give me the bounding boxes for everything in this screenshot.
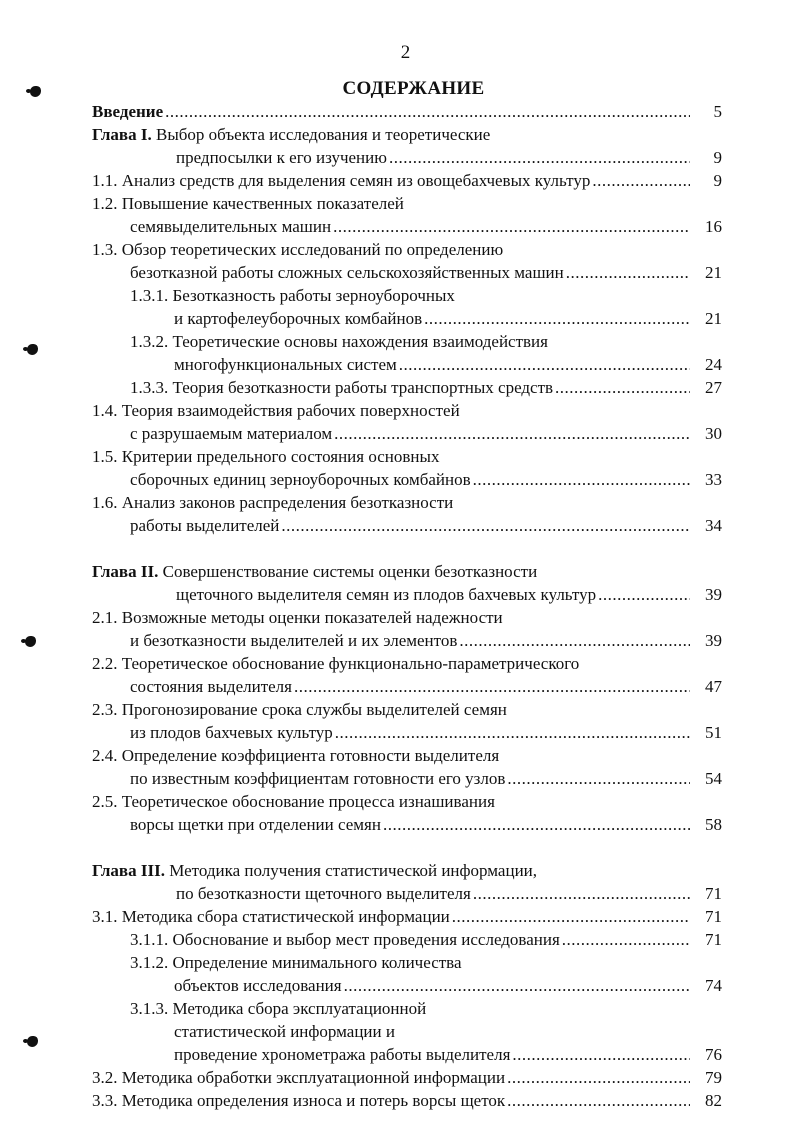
table-of-contents	[92, 100, 722, 1112]
dot-leader	[399, 353, 690, 376]
toc-entry-text: 1.4. Теория взаимодействия рабочих поверхностей	[92, 401, 460, 420]
toc-entry-continuation	[92, 767, 722, 790]
toc-entry-text: ворсы щетки при отделении семян	[130, 815, 381, 834]
toc-page-number: 16	[705, 217, 722, 236]
toc-entry-text: 2.1. Возможные методы оценки показателей надежности	[92, 608, 503, 627]
dot-leader	[473, 882, 690, 905]
toc-entry[interactable]	[92, 951, 722, 997]
toc-entry[interactable]	[92, 606, 722, 652]
toc-entry-continuation	[92, 307, 722, 330]
toc-entry-text: 3.2. Методика обработки эксплуатационной информации	[92, 1068, 506, 1087]
toc-entry-continuation	[92, 468, 722, 491]
dot-leader	[424, 307, 690, 330]
toc-entry[interactable]	[92, 790, 722, 836]
dot-leader	[507, 767, 690, 790]
toc-page-number: 39	[705, 631, 722, 650]
toc-entry-text: многофункциональных систем	[174, 355, 397, 374]
toc-entry-continuation	[92, 215, 722, 238]
dot-leader	[555, 376, 690, 399]
dot-leader	[566, 261, 690, 284]
toc-page-number: 39	[705, 585, 722, 604]
dot-leader	[281, 514, 690, 537]
toc-entry-title	[92, 1066, 722, 1089]
toc-entry-continuation	[92, 974, 722, 997]
toc-entry-title	[92, 652, 722, 675]
toc-entry[interactable]	[92, 928, 722, 951]
page-number: 2	[400, 42, 411, 63]
toc-entry-title	[92, 790, 722, 813]
dot-leader	[333, 215, 690, 238]
toc-page-number: 54	[705, 769, 722, 788]
toc-entry[interactable]	[92, 123, 722, 169]
binder-mark	[27, 1036, 38, 1047]
toc-entry-title	[92, 905, 722, 928]
toc-entry-text: 1.2. Повышение качественных показателей	[92, 194, 404, 213]
toc-page-number: 74	[705, 976, 722, 995]
toc-entry-continuation	[92, 629, 722, 652]
toc-entry-title	[92, 859, 722, 882]
toc-page-number: 30	[705, 424, 722, 443]
chapter-title: Совершенствование системы оценки безотказности	[158, 562, 538, 581]
toc-entry-text: 2.3. Прогонозирование срока службы выделителей семян	[92, 700, 507, 719]
toc-entry-continuation	[92, 583, 722, 606]
toc-page-number: 9	[713, 148, 722, 167]
toc-entry[interactable]	[92, 997, 722, 1066]
toc-entry-title	[92, 928, 722, 951]
toc-entry-text: проведение хронометража работы выделителя	[174, 1045, 511, 1064]
toc-page-number: 51	[705, 723, 722, 742]
toc-entry-text: состояния выделителя	[130, 677, 292, 696]
dot-leader	[383, 813, 690, 836]
toc-entry[interactable]	[92, 445, 722, 491]
toc-entry[interactable]	[92, 905, 722, 928]
dot-leader	[344, 974, 690, 997]
toc-entry-title	[92, 997, 722, 1020]
toc-entry-text: 1.3.3. Теория безотказности работы транспортных средств	[130, 378, 554, 397]
toc-entry[interactable]	[92, 698, 722, 744]
toc-page-number: 24	[705, 355, 722, 374]
dot-leader	[165, 100, 690, 123]
toc-entry-title	[92, 284, 722, 307]
dot-leader	[334, 422, 690, 445]
toc-entry-title	[92, 399, 722, 422]
binder-mark	[27, 344, 38, 355]
binder-mark	[25, 636, 36, 647]
toc-entry-text: 1.3.2. Теоретические основы нахождения взаимодействия	[130, 332, 548, 351]
toc-entry-title	[92, 606, 722, 629]
toc-entry-title	[92, 169, 722, 192]
chapter-label: Глава II.	[92, 562, 159, 581]
dot-leader	[562, 928, 690, 951]
toc-entry-text: 3.3. Методика определения износа и потерь ворсы щеток	[92, 1091, 506, 1110]
toc-entry-text: по безотказности щеточного выделителя	[176, 884, 471, 903]
chapter-title: Методика получения статистической информации,	[164, 861, 538, 880]
toc-entry-text: и безотказности выделителей и их элементов	[130, 631, 458, 650]
dot-leader	[459, 629, 690, 652]
toc-entry-title	[92, 445, 722, 468]
toc-entry[interactable]	[92, 330, 722, 376]
toc-page-number: 71	[705, 907, 722, 926]
toc-entry-title	[92, 376, 722, 399]
toc-entry-continuation	[92, 1043, 722, 1066]
toc-entry-title	[92, 951, 722, 974]
toc-page-number: 21	[705, 263, 722, 282]
toc-entry[interactable]	[92, 744, 722, 790]
chapter-label: Глава III.	[92, 861, 165, 880]
toc-entry-text: 1.3. Обзор теоретических исследований по определению	[92, 240, 504, 259]
toc-entry[interactable]	[92, 100, 722, 123]
dot-leader	[389, 146, 690, 169]
toc-entry[interactable]	[92, 491, 722, 537]
toc-entry-title	[92, 1089, 722, 1112]
toc-page-number: 58	[705, 815, 722, 834]
toc-entry-text: 3.1.2. Определение минимального количества	[130, 953, 462, 972]
toc-page-number: 71	[705, 930, 722, 949]
dot-leader	[452, 905, 690, 928]
dot-leader	[294, 675, 690, 698]
toc-entry-title	[92, 330, 722, 353]
chapter-label: Глава I.	[92, 125, 152, 144]
toc-entry-title	[92, 100, 722, 123]
toc-entry-title	[92, 744, 722, 767]
toc-entry-text: щеточного выделителя семян из плодов бахчевых культур	[176, 585, 597, 604]
toc-entry-text: 3.1.1. Обоснование и выбор мест проведения исследования	[130, 930, 560, 949]
toc-entry-text: безотказной работы сложных сельскохозяйственных машин	[130, 263, 564, 282]
toc-entry-text: объектов исследования	[174, 976, 342, 995]
chapter-title: Выбор объекта исследования и теоретические	[151, 125, 491, 144]
dot-leader	[512, 1043, 690, 1066]
toc-entry-text	[92, 125, 490, 144]
toc-entry-text	[92, 861, 537, 880]
toc-entry[interactable]	[92, 192, 722, 238]
toc-entry-text: работы выделителей	[130, 516, 280, 535]
toc-entry-text: 1.5. Критерии предельного состояния основных	[92, 447, 440, 466]
toc-page-number: 79	[705, 1068, 722, 1087]
toc-entry[interactable]	[92, 169, 722, 192]
toc-page-number: 76	[705, 1045, 722, 1064]
toc-entry-continuation	[92, 353, 722, 376]
toc-entry-continuation: статистической информации и	[174, 1022, 395, 1041]
toc-entry-text: с разрушаемым материалом	[130, 424, 333, 443]
toc-entry-continuation	[92, 514, 722, 537]
toc-page-number: 47	[705, 677, 722, 696]
toc-page-number: 27	[705, 378, 722, 397]
toc-page-number: 33	[705, 470, 722, 489]
toc-entry-title	[92, 560, 722, 583]
toc-entry-text: и картофелеуборочных комбайнов	[174, 309, 423, 328]
toc-page-number: 5	[713, 102, 722, 121]
toc-entry-text: 3.1.3. Методика сбора эксплуатационной	[130, 999, 427, 1018]
toc-entry-text: предпосылки к его изучению	[176, 148, 387, 167]
toc-entry-text: 1.3.1. Безотказность работы зерноуборочных	[130, 286, 455, 305]
toc-entry-title	[92, 491, 722, 514]
toc-page-number: 71	[705, 884, 722, 903]
toc-entry-title	[92, 192, 722, 215]
page-title: СОДЕРЖАНИЕ	[342, 78, 485, 99]
toc-entry[interactable]	[92, 859, 722, 905]
toc-entry-text: 1.6. Анализ законов распределения безотказности	[92, 493, 454, 512]
toc-entry-text: по известным коэффициентам готовности его узлов	[130, 769, 506, 788]
toc-entry[interactable]	[92, 284, 722, 330]
toc-entry-text	[92, 562, 537, 581]
dot-leader	[335, 721, 690, 744]
toc-page-number: 82	[705, 1091, 722, 1110]
toc-page-number: 21	[705, 309, 722, 328]
toc-entry-text	[92, 100, 163, 123]
toc-entry[interactable]	[92, 560, 722, 606]
toc-entry-text: семявыделительных машин	[130, 217, 332, 236]
toc-entry-title	[92, 698, 722, 721]
toc-entry-continuation	[92, 721, 722, 744]
toc-entry-text: 1.1. Анализ средств для выделения семян из овощебахчевых культур	[92, 171, 591, 190]
dot-leader	[592, 169, 690, 192]
toc-entry-title	[92, 238, 722, 261]
dot-leader	[473, 468, 690, 491]
toc-page-number: 9	[713, 171, 722, 190]
toc-entry[interactable]	[92, 1066, 722, 1089]
dot-leader	[598, 583, 690, 606]
toc-entry[interactable]	[92, 1089, 722, 1112]
toc-entry[interactable]	[92, 376, 722, 399]
section-gap	[92, 836, 722, 859]
toc-entry[interactable]	[92, 399, 722, 445]
toc-entry-text: 2.2. Теоретическое обоснование функционально-параметрического	[92, 654, 580, 673]
section-gap	[92, 537, 722, 560]
toc-entry[interactable]	[92, 238, 722, 284]
dot-leader	[507, 1089, 690, 1112]
toc-entry[interactable]	[92, 652, 722, 698]
toc-entry-text: из плодов бахчевых культур	[130, 723, 333, 742]
dot-leader	[507, 1066, 690, 1089]
toc-entry-continuation	[92, 422, 722, 445]
toc-entry-text: сборочных единиц зерноуборочных комбайнов	[130, 470, 471, 489]
toc-entry-continuation	[92, 813, 722, 836]
chapter-label: Введение	[92, 102, 164, 121]
toc-entry-continuation	[92, 882, 722, 905]
toc-entry-continuation	[92, 261, 722, 284]
toc-entry-text: 3.1. Методика сбора статистической информации	[92, 907, 450, 926]
toc-entry-continuation	[92, 146, 722, 169]
toc-page-number: 34	[705, 516, 722, 535]
toc-entry-title	[92, 123, 722, 146]
toc-entry-continuation	[92, 675, 722, 698]
toc-entry-text: 2.4. Определение коэффициента готовности выделителя	[92, 746, 500, 765]
toc-entry-text: 2.5. Теоретическое обоснование процесса изнашивания	[92, 792, 495, 811]
